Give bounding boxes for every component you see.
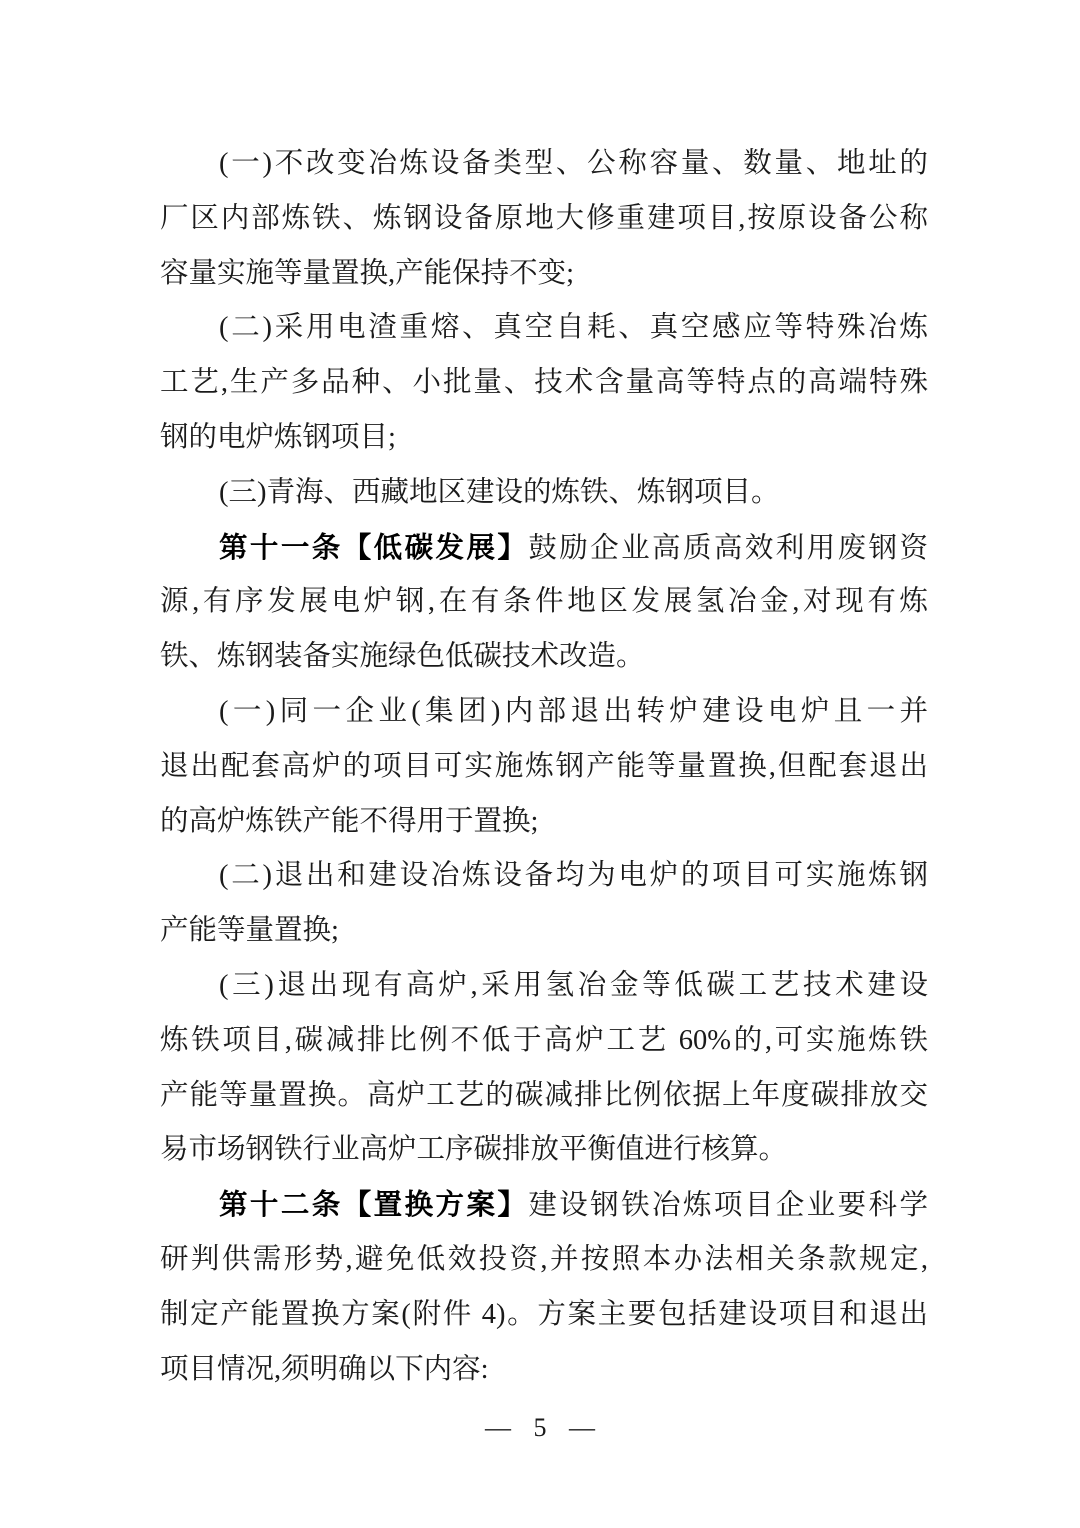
text-line: 第十二条【置换方案】建设钢铁冶炼项目企业要科学 — [219, 1189, 928, 1222]
paragraph — [160, 685, 928, 849]
text-line: (二)退出和建设冶炼设备均为电炉的项目可实施炼钢 — [219, 860, 928, 892]
text-line: 产能等量置换; — [160, 915, 339, 947]
article-heading: 第十一条【低碳发展】 — [219, 531, 529, 564]
paragraph — [160, 137, 928, 301]
text-line: 铁、炼钢装备实施绿色低碳技术改造。 — [160, 641, 645, 673]
text-line: 炼铁项目,碳减排比例不低于高炉工艺 60%的,可实施炼铁 — [160, 1024, 928, 1056]
text-line: 容量实施等量置换,产能保持不变; — [160, 257, 575, 289]
text-line: 源,有序发展电炉钢,在有条件地区发展氢冶金,对现有炼 — [160, 586, 928, 618]
paragraph — [160, 301, 928, 465]
text-line: (一)不改变冶炼设备类型、公称容量、数量、地址的 — [219, 148, 928, 179]
paragraph — [160, 849, 928, 959]
text-line: 易市场钢铁行业高炉工序碳排放平衡值进行核算。 — [160, 1134, 788, 1166]
text-line: 第十一条【低碳发展】鼓励企业高质高效利用废钢资 — [219, 531, 928, 564]
text-line: 钢的电炉炼钢项目; — [160, 421, 396, 453]
paragraph — [160, 1178, 928, 1397]
document-content — [160, 137, 928, 1397]
text-line: 研判供需形势,避免低效投资,并按照本办法相关条款规定, — [160, 1243, 928, 1275]
text-line: 厂区内部炼铁、炼钢设备原地大修重建项目,按原设备公称 — [160, 202, 928, 234]
text-line: 制定产能置换方案(附件 4)。方案主要包括建设项目和退出 — [160, 1298, 928, 1330]
text-line: (三)退出现有高炉,采用氢冶金等低碳工艺技术建设 — [219, 969, 928, 1001]
text-line: (三)青海、西藏地区建设的炼铁、炼钢项目。 — [219, 476, 780, 508]
text-line: 产能等量置换。高炉工艺的碳减排比例依据上年度碳排放交 — [160, 1079, 928, 1111]
text-line: 的高炉炼铁产能不得用于置换; — [160, 805, 539, 837]
paragraph — [160, 959, 928, 1178]
text-line: (二)采用电渣重熔、真空自耗、真空感应等特殊冶炼 — [219, 312, 928, 344]
text-line: 退出配套高炉的项目可实施炼钢产能等量置换,但配套退出 — [160, 750, 928, 782]
article-heading: 第十二条【置换方案】 — [219, 1189, 529, 1222]
text-line: (一)同一企业(集团)内部退出转炉建设电炉且一并 — [219, 695, 928, 727]
paragraph — [160, 521, 928, 685]
page-number: — 5 — — [485, 1413, 595, 1442]
paragraph — [160, 466, 928, 521]
text-line: 项目情况,须明确以下内容: — [160, 1353, 489, 1385]
text-line: 工艺,生产多品种、小批量、技术含量高等特点的高端特殊 — [160, 367, 928, 399]
